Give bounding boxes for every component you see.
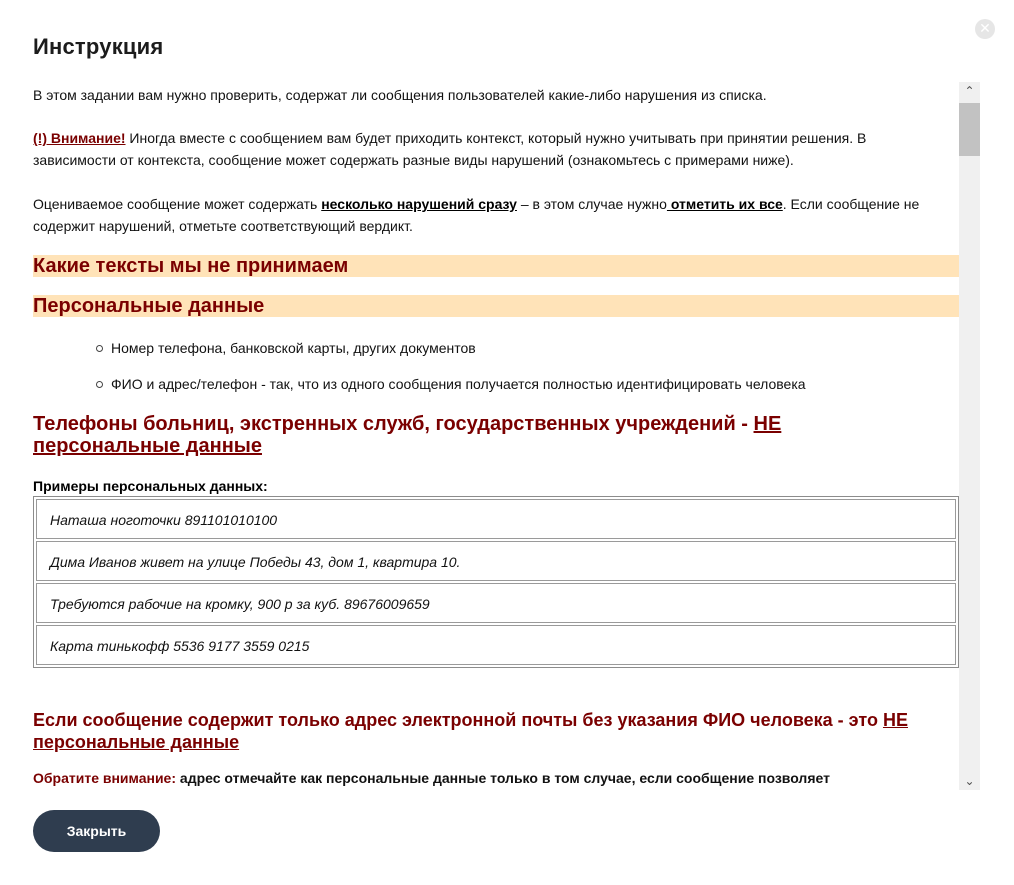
h3-emphasis: НЕ персональные данные [33, 413, 782, 457]
email-heading [33, 709, 953, 753]
attention-paragraph [33, 127, 943, 171]
note-text: адрес отмечайте как персональные данные только в том случае, если сообщение позволяет [176, 770, 830, 786]
close-icon[interactable]: ✕ [975, 19, 995, 39]
h4-emphasis: НЕ персональные данные [33, 710, 908, 752]
attention-text: Иногда вместе с сообщением вам будет приходить контекст, который нужно учитывать при принятии решения. В зависимости от контекста, сообщение может содержать разные виды нарушений (ознакомьтесь с примерами ниже). [33, 130, 867, 168]
attention-label: (!) Внимание! [33, 130, 126, 146]
p3-text-a: Оцениваемое сообщение может содержать [33, 196, 322, 212]
not-personal-data-heading [33, 413, 933, 457]
chevron-up-icon[interactable]: ⌃ [964, 84, 975, 98]
scrollbar-thumb[interactable] [959, 103, 980, 156]
h4-text: Если сообщение содержит только адрес электронной почты без указания ФИО человека - это [33, 710, 883, 730]
section-heading-not-accepted: Какие тексты мы не принимаем [33, 255, 959, 277]
list-item [95, 373, 806, 395]
intro-paragraph: В этом задании вам нужно проверить, содержат ли сообщения пользователей какие-либо нарушения из списка. [33, 87, 767, 103]
note-lead: Обратите внимание: [33, 770, 177, 786]
examples-table [33, 496, 959, 668]
table-row: Карта тинькофф 5536 9177 3559 0215 [36, 625, 956, 665]
list-item-text: Номер телефона, банковской карты, других документов [111, 340, 476, 356]
table-row: Наташа ноготочки 891101010100 [36, 499, 956, 539]
p3-emphasis-b: отметить их все [666, 196, 783, 212]
examples-label: Примеры персональных данных: [33, 478, 268, 494]
modal-title: Инструкция [33, 34, 164, 59]
p3-text-c: – в этом случае нужно [516, 196, 667, 212]
personal-data-list [95, 337, 806, 409]
multiple-violations-paragraph [33, 193, 948, 237]
content-scrollbar[interactable] [959, 82, 980, 790]
section-heading-personal-data: Персональные данные [33, 295, 959, 317]
bullet-icon [96, 345, 103, 352]
table-row: Дима Иванов живет на улице Победы 43, дом 1, квартира 10. [36, 541, 956, 581]
list-item [95, 337, 806, 359]
note-paragraph [33, 770, 959, 786]
instruction-content[interactable] [33, 82, 959, 790]
h3-text: Телефоны больниц, экстренных служб, государственных учреждений - [33, 413, 754, 435]
close-button[interactable]: Закрыть [33, 810, 160, 852]
chevron-down-icon[interactable]: ⌄ [964, 774, 975, 788]
list-item-text: ФИО и адрес/телефон - так, что из одного сообщения получается полностью идентифицировать человека [111, 376, 806, 392]
p3-text-e: . Если сообщение не содержит нарушений, отметьте соответствующий вердикт. [33, 196, 920, 234]
p3-emphasis-a: несколько нарушений сразу [321, 196, 517, 212]
bullet-icon [96, 381, 103, 388]
table-row: Требуются рабочие на кромку, 900 р за куб. 89676009659 [36, 583, 956, 623]
